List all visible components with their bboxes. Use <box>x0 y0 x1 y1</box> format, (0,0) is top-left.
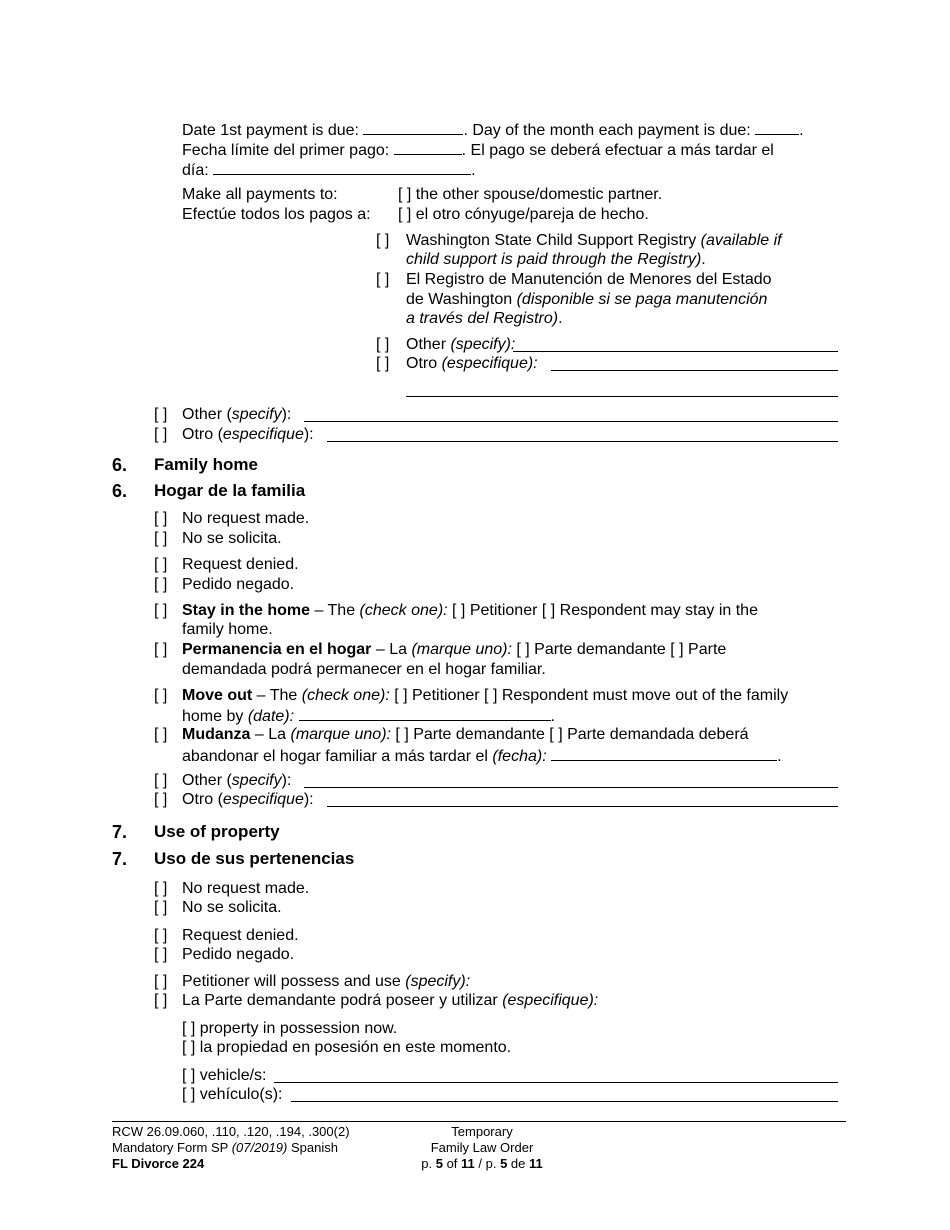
s6-stay-checkbox[interactable]: [ ] <box>154 602 168 619</box>
day-of-month-field[interactable] <box>755 119 799 135</box>
s6-stay-label <box>182 601 758 620</box>
label: La Parte demandante podrá poseer y utilizar <box>182 992 503 1009</box>
move-out-date-field-es[interactable] <box>551 745 777 761</box>
label: ): <box>303 791 314 808</box>
label: – La <box>250 726 291 743</box>
s6-no-request-checkbox[interactable]: [ ] <box>154 510 168 527</box>
label: Move out <box>182 687 253 704</box>
footer-form-id: FL Divorce 224 <box>112 1156 205 1171</box>
label: Stay in the home <box>182 602 311 619</box>
s7-denied-checkbox[interactable]: [ ] <box>154 927 168 944</box>
registry-label-es: El Registro de Manutención de Menores del Estado <box>406 271 772 288</box>
label: especifique <box>222 426 304 443</box>
payment-other-field-es[interactable] <box>551 370 838 371</box>
label: – The <box>252 687 302 704</box>
s7-no-request-checkbox-es[interactable]: [ ] <box>154 899 168 916</box>
payment-other-field-extra[interactable] <box>406 396 838 397</box>
label: Other ( <box>182 406 232 423</box>
label: (date): <box>247 708 295 725</box>
label: Other <box>406 336 447 353</box>
label: / p. <box>474 1156 501 1171</box>
s7-petitioner-label-es <box>182 991 598 1010</box>
label: . <box>471 162 476 179</box>
s6-other-field-es[interactable] <box>327 806 838 807</box>
label: of <box>442 1156 462 1171</box>
label: Washington State Child Support Registry <box>406 232 697 249</box>
label: Date 1st payment is due: <box>182 122 359 139</box>
first-payment-date-field-es[interactable] <box>394 139 462 155</box>
s6-stay-label-2: family home. <box>182 621 273 638</box>
registry-label <box>406 231 782 250</box>
s7-denied-label: Request denied. <box>182 927 299 944</box>
label: Mandatory Form SP <box>112 1140 232 1155</box>
first-payment-date-field[interactable] <box>363 119 463 135</box>
section7-number-es: 7. <box>112 849 128 869</box>
s6-denied-checkbox-es[interactable]: [ ] <box>154 576 168 593</box>
footer-rule <box>112 1121 846 1122</box>
footer-rcw: RCW 26.09.060, .110, .120, .194, .300(2) <box>112 1124 350 1139</box>
s6-stay-label-es-2: demandada podrá permanecer en el hogar familiar. <box>182 661 546 678</box>
s7-denied-checkbox-es[interactable]: [ ] <box>154 946 168 963</box>
s6-denied-label: Request denied. <box>182 556 299 573</box>
label: – La <box>371 641 412 658</box>
label: (marque uno): <box>290 726 391 743</box>
footer-title-1: Temporary <box>451 1124 513 1139</box>
s7-petitioner-checkbox-es[interactable]: [ ] <box>154 992 168 1009</box>
s6-stay-checkbox-es[interactable]: [ ] <box>154 641 168 658</box>
registry-note: child support is paid through the Registry). <box>406 251 706 268</box>
label: 5 <box>435 1156 443 1171</box>
s6-move-label-2 <box>182 705 555 726</box>
payment-other-checkbox[interactable]: [ ] <box>376 336 390 353</box>
make-payments-label-es: Efectúe todos los pagos a: <box>182 206 371 223</box>
s7-petitioner-label <box>182 972 470 991</box>
label: día: <box>182 162 209 179</box>
payment-other-label-es <box>406 354 538 373</box>
s6-denied-label-es: Pedido negado. <box>182 576 295 593</box>
label: . El pago se deberá efectuar a más tardar el <box>461 142 774 159</box>
s7-no-request-label: No request made. <box>182 880 310 897</box>
label: . <box>550 708 555 725</box>
s7-petitioner-checkbox[interactable]: [ ] <box>154 973 168 990</box>
footer-page-number <box>402 1156 562 1172</box>
make-payments-label: Make all payments to: <box>182 186 338 203</box>
registry-note-es: a través del Registro). <box>406 310 563 327</box>
label: 11 <box>461 1156 475 1171</box>
s6-no-request-label: No request made. <box>182 510 310 527</box>
label: . <box>777 748 782 765</box>
s7-vehicle-field-es[interactable] <box>291 1101 838 1102</box>
label: Spanish <box>287 1140 338 1155</box>
section5-other-checkbox[interactable]: [ ] <box>154 406 168 423</box>
label: Otro ( <box>182 426 223 443</box>
label: abandonar el hogar familiar a más tardar el <box>182 748 493 765</box>
label: Mudanza <box>182 726 251 743</box>
s6-other-checkbox[interactable]: [ ] <box>154 772 168 789</box>
label: (disponible si se paga manutención <box>516 291 768 308</box>
footer-title-2: Family Law Order <box>430 1140 534 1155</box>
label: [ ] Parte demandante [ ] Parte demandada deberá <box>390 726 749 743</box>
label: 11 <box>529 1156 543 1171</box>
label: specify <box>231 772 282 789</box>
label: [ ] Petitioner [ ] Respondent must move out of the family <box>389 687 789 704</box>
s7-vehicle-option-es[interactable]: [ ] vehículo(s): <box>182 1086 283 1103</box>
s6-other-label <box>182 771 291 790</box>
label: – The <box>310 602 360 619</box>
label: Otro ( <box>182 791 223 808</box>
section6-title-es: Hogar de la familia <box>154 481 306 500</box>
section7-title: Use of property <box>154 822 280 841</box>
label: (available if <box>700 232 782 249</box>
registry-checkbox-es[interactable]: [ ] <box>376 271 390 288</box>
section6-number-es: 6. <box>112 481 128 501</box>
label: ): <box>303 426 314 443</box>
label: Other ( <box>182 772 232 789</box>
s7-possession-option-es[interactable]: [ ] la propiedad en posesión en este momento. <box>182 1039 512 1056</box>
label: Fecha límite del primer pago: <box>182 142 390 159</box>
label: de Washington <box>406 291 513 308</box>
label: (check one): <box>301 687 390 704</box>
s7-vehicle-field[interactable] <box>274 1082 838 1083</box>
label: a través del Registro) <box>406 310 559 327</box>
s7-denied-label-es: Pedido negado. <box>182 946 295 963</box>
label: 5 <box>500 1156 508 1171</box>
payment-other-checkbox-es[interactable]: [ ] <box>376 355 390 372</box>
label: specify <box>231 406 282 423</box>
label: p. <box>421 1156 436 1171</box>
label: de <box>507 1156 529 1171</box>
section6-title: Family home <box>154 455 258 474</box>
s7-no-request-checkbox[interactable]: [ ] <box>154 880 168 897</box>
s6-other-field[interactable] <box>304 787 838 788</box>
registry-checkbox[interactable]: [ ] <box>376 232 390 249</box>
s7-possession-option[interactable]: [ ] property in possession now. <box>182 1020 398 1037</box>
s6-move-label-es <box>182 725 749 744</box>
section7-title-es: Uso de sus pertenencias <box>154 849 355 868</box>
s6-other-label-es <box>182 790 314 809</box>
section5-other-label <box>182 405 291 424</box>
s6-move-checkbox[interactable]: [ ] <box>154 687 168 704</box>
first-payment-line <box>182 119 804 140</box>
section5-other-checkbox-es[interactable]: [ ] <box>154 426 168 443</box>
s6-no-request-label-es: No se solicita. <box>182 530 282 547</box>
label: . Day of the month each payment is due: <box>463 122 751 139</box>
s6-move-label-es-2 <box>182 745 782 766</box>
other-spouse-option[interactable]: [ ] the other spouse/domestic partner. <box>398 186 663 203</box>
s6-move-checkbox-es[interactable]: [ ] <box>154 726 168 743</box>
section7-number: 7. <box>112 822 128 842</box>
label: Otro <box>406 355 438 372</box>
other-spouse-option-es[interactable]: [ ] el otro cónyuge/pareja de hecho. <box>398 206 649 223</box>
s7-no-request-label-es: No se solicita. <box>182 899 282 916</box>
move-out-date-field[interactable] <box>299 705 551 721</box>
dia-line <box>182 159 476 180</box>
label: especifique <box>222 791 304 808</box>
payment-other-field[interactable] <box>513 351 838 352</box>
label: [ ] Parte demandante [ ] Parte <box>511 641 727 658</box>
section5-other-field-es[interactable] <box>327 441 838 442</box>
s6-no-request-checkbox-es[interactable]: [ ] <box>154 530 168 547</box>
footer-mandatory <box>112 1140 338 1156</box>
first-payment-line-es <box>182 139 774 160</box>
label: (fecha): <box>492 748 547 765</box>
label: ): <box>281 406 292 423</box>
section5-other-field[interactable] <box>304 421 838 422</box>
label: ): <box>281 772 292 789</box>
s6-stay-label-es <box>182 640 726 659</box>
label: Petitioner will possess and use <box>182 973 406 990</box>
label: (specify): <box>450 336 516 353</box>
dia-field[interactable] <box>213 159 471 175</box>
label: (specify): <box>405 973 471 990</box>
label: [ ] Petitioner [ ] Respondent may stay in the <box>447 602 758 619</box>
payment-other-label <box>406 335 515 354</box>
section6-number: 6. <box>112 455 128 475</box>
s6-move-label <box>182 686 788 705</box>
label: (check one): <box>359 602 448 619</box>
s7-vehicle-option[interactable]: [ ] vehicle/s: <box>182 1067 267 1084</box>
label: home by <box>182 708 248 725</box>
section5-other-label-es <box>182 425 314 444</box>
label: (marque uno): <box>411 641 512 658</box>
label: Permanencia en el hogar <box>182 641 372 658</box>
label: (07/2019) <box>231 1140 288 1155</box>
label: (especifique): <box>441 355 538 372</box>
registry-label-es-2 <box>406 290 767 309</box>
label: child support is paid through the Registry) <box>406 251 702 268</box>
s6-other-checkbox-es[interactable]: [ ] <box>154 791 168 808</box>
label: . <box>799 122 804 139</box>
label: (especifique): <box>502 992 599 1009</box>
s6-denied-checkbox[interactable]: [ ] <box>154 556 168 573</box>
